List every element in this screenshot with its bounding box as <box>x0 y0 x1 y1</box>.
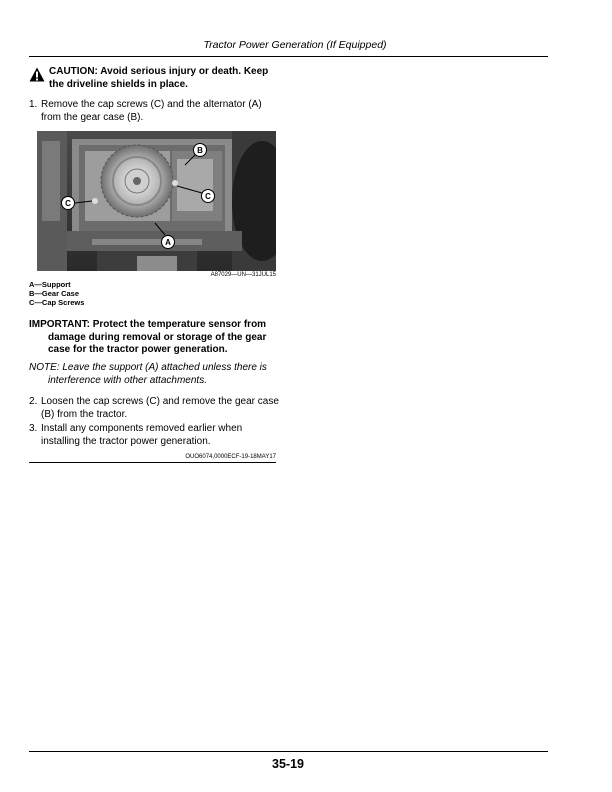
step-line: Remove the cap screws (C) and the alternator (A) <box>41 99 262 110</box>
running-header-title: Tractor Power Generation (If Equipped) <box>203 39 387 51</box>
header-divider <box>29 56 548 57</box>
step-line: (B) from the tractor. <box>41 408 128 420</box>
caution-block <box>29 66 279 91</box>
step-line: from the gear case (B). <box>41 111 144 123</box>
legend-item: B—Gear Case <box>29 289 80 298</box>
important-block <box>29 319 279 357</box>
caution-line: the driveline shields in place. <box>49 78 188 90</box>
callout-a <box>162 236 175 249</box>
document-reference: OUO6074,0000ECF-19-18MAY17 <box>185 454 276 460</box>
step-number: 3. <box>29 423 38 434</box>
step-number: 1. <box>29 99 38 110</box>
warning-triangle-icon <box>29 67 45 82</box>
gear-case-photo <box>37 131 276 271</box>
note-line: NOTE: Leave the support (A) attached unless there is <box>29 362 267 373</box>
note-block <box>29 362 279 387</box>
legend-item: C—Cap Screws <box>29 298 85 307</box>
legend-item: A—Support <box>29 280 71 289</box>
step-line: Install any components removed earlier when <box>41 423 243 434</box>
page-number: 35-19 <box>272 757 304 771</box>
callout-a-label: A <box>165 238 171 247</box>
step-line: Loosen the cap screws (C) and remove the gear case <box>41 396 279 407</box>
callout-c-left-label: C <box>65 199 71 208</box>
note-line: interference with other attachments. <box>48 374 207 386</box>
step-3 <box>29 423 279 448</box>
important-line: case for the tractor power generation. <box>48 344 228 355</box>
step-line: installing the tractor power generation. <box>41 435 211 447</box>
callout-b <box>194 144 207 157</box>
step-number: 2. <box>29 396 38 407</box>
section-end-divider <box>29 462 276 463</box>
important-line: IMPORTANT: Protect the temperature sensor from <box>29 319 267 330</box>
important-line: damage during removal or storage of the gear <box>48 331 267 343</box>
callout-c-right-label: C <box>205 192 211 201</box>
callout-c-left <box>62 197 75 210</box>
footer-divider <box>29 751 548 752</box>
step-2 <box>29 396 279 421</box>
callout-b-label: B <box>197 146 203 155</box>
caution-line: CAUTION: Avoid serious injury or death. Keep <box>49 66 269 77</box>
figure-id: A87029—UN—31JUL15 <box>210 272 276 278</box>
step-1 <box>29 99 279 124</box>
callout-c-right <box>202 190 215 203</box>
figure-legend <box>29 280 84 307</box>
caution-text <box>49 66 268 91</box>
